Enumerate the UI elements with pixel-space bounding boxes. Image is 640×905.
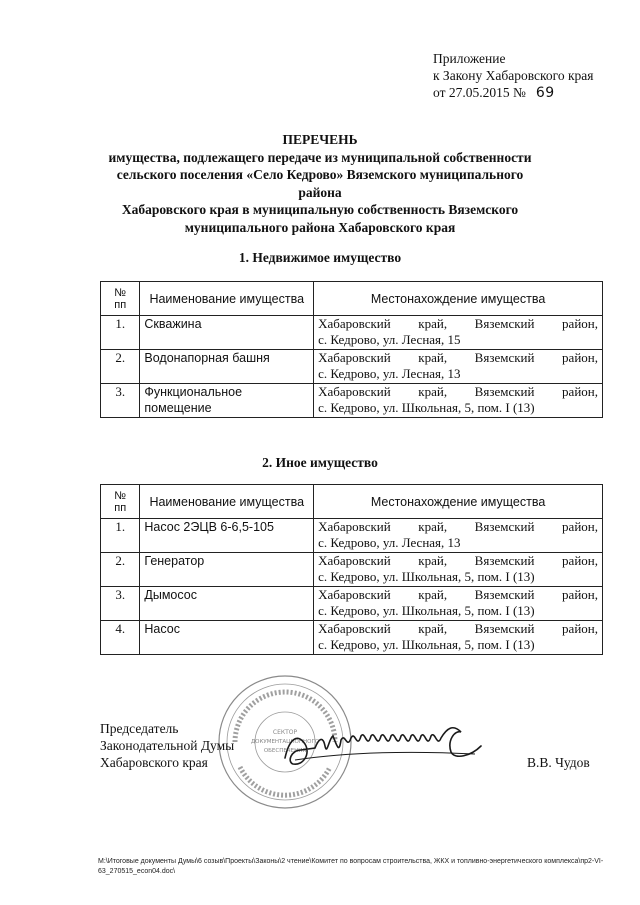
appendix-header [433,50,594,102]
row-number: 2. [101,553,140,587]
row-number: 1. [101,519,140,553]
footer-file-path: M:\Итоговые документы Думы\6 созыв\Проекты\Законы\2 чтение\Комитет по вопросам строительства, ЖКХ и топливно-энергетического комплекса\пр2-VI-63_270515_econ04.doc\ [98,858,604,875]
stamp-text-2: ДОКУМЕНТАЦИОННОГО [250,739,320,745]
header-location: Местонахождение имущества [314,282,603,316]
signatory-line-2: Законодательной Думы [100,738,235,753]
appendix-line-2: к Закону Хабаровского края [433,68,594,83]
row-location: Хабаровский край, Вяземский район, с. Кедрово, ул. Школьная, 5, пом. I (13) [314,621,603,655]
section-1-title: 1. Недвижимое имущество [238,250,402,265]
row-location: Хабаровский край, Вяземский район, с. Кедрово, ул. Лесная, 13 [314,519,603,553]
header-number: № пп [101,282,140,316]
row-name: Водонапорная башня [140,350,314,384]
table-header-row [101,282,603,316]
title-heading: ПЕРЕЧЕНЬ [282,132,358,147]
row-name: Дымосос [140,587,314,621]
signatory-name: В.В. Чудов [527,755,590,770]
row-number: 4. [101,621,140,655]
table-row [101,316,603,350]
signatory-line-1: Председатель [100,721,179,736]
appendix-date: от 27.05.2015 № [433,85,526,100]
row-name: Генератор [140,553,314,587]
section-2-title: 2. Иное имущество [262,455,378,470]
header-number: № пп [101,485,140,519]
title-line-3: Хабаровского края в муниципальную собственность Вяземского [121,202,519,217]
appendix-line-3 [433,84,594,102]
law-number: 69 [535,85,555,101]
table-row [101,350,603,384]
row-number: 1. [101,316,140,350]
row-location: Хабаровский край, Вяземский район, с. Кедрово, ул. Лесная, 15 [314,316,603,350]
row-location: Хабаровский край, Вяземский район, с. Кедрово, ул. Школьная, 5, пом. I (13) [314,384,603,418]
table-header-row [101,485,603,519]
table-row [101,621,603,655]
row-name: Функциональное помещение [140,384,314,418]
row-number: 3. [101,384,140,418]
row-number: 2. [101,350,140,384]
stamp-text-3: ОБЕСПЕЧЕНИЯ [263,748,307,754]
appendix-line-1: Приложение [433,51,506,66]
row-location: Хабаровский край, Вяземский район, с. Кедрово, ул. Лесная, 13 [314,350,603,384]
row-location: Хабаровский край, Вяземский район, с. Кедрово, ул. Школьная, 5, пом. I (13) [314,553,603,587]
title-line-4: муниципального района Хабаровского края [184,219,456,235]
row-number: 3. [101,587,140,621]
row-name: Насос 2ЭЦВ 6-6,5-105 [140,519,314,553]
row-name: Скважина [140,316,314,350]
document-title [100,131,540,236]
stamp-text-1: СЕКТОР [272,729,298,736]
row-location: Хабаровский край, Вяземский район, с. Кедрово, ул. Школьная, 5, пом. I (13) [314,587,603,621]
header-name: Наименование имущества [140,282,314,316]
table-other-property [100,484,603,655]
table-row [101,519,603,553]
row-name: Насос [140,621,314,655]
table-row [101,384,603,418]
handwritten-signature [272,710,515,780]
signatory-line-3: Хабаровского края [100,755,208,770]
signatory-title [100,720,234,771]
header-location: Местонахождение имущества [314,485,603,519]
title-line-1: имущества, подлежащего передаче из муниципальной собственности [108,149,532,165]
table-row [101,587,603,621]
table-row [101,553,603,587]
table-real-estate [100,281,603,418]
title-line-2: сельского поселения «Село Кедрово» Вяземского муниципального района [116,167,524,200]
header-name: Наименование имущества [140,485,314,519]
